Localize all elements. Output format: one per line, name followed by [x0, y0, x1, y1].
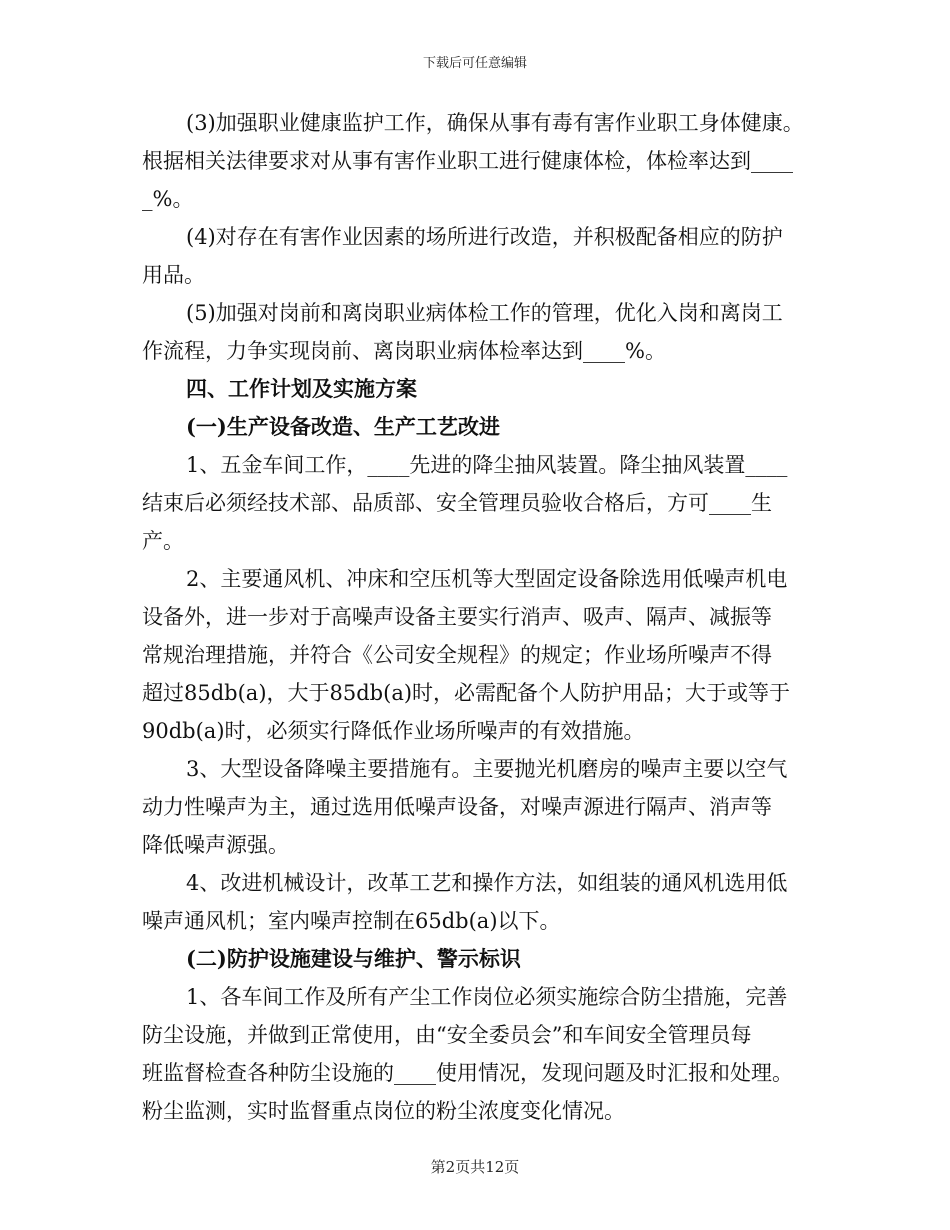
item-2-line-3: 常规治理措施，并符合《公司安全规程》的规定；作业场所噪声不得 — [142, 643, 772, 667]
paragraph-3-line-1: (3)加强职业健康监护工作，确保从事有毒有害作业职工身体健康。 — [186, 111, 804, 135]
item-1-line-3: 产。 — [142, 529, 184, 553]
item-5-line-2: 防尘设施，并做到正常使用，由“安全委员会”和车间安全管理员每 — [142, 1023, 752, 1047]
item-2-line-4: 超过85db(a)，大于85db(a)时，必需配备个人防护用品；大于或等于 — [142, 681, 791, 705]
item-5-line-4: 粉尘监测，实时监督重点岗位的粉尘浓度变化情况。 — [142, 1099, 625, 1123]
item-1-line-2: 结束后必须经技术部、品质部、安全管理员验收合格后，方可____生 — [142, 491, 772, 515]
item-3-line-1: 3、大型设备降噪主要措施有。主要抛光机磨房的噪声主要以空气 — [186, 757, 788, 781]
page-header: 下载后可任意编辑 — [422, 56, 527, 71]
paragraph-4-line-1: (4)对存在有害作业因素的场所进行改造，并积极配备相应的防护 — [186, 225, 783, 249]
paragraph-4-line-2: 用品。 — [142, 263, 205, 287]
paragraph-5-line-1: (5)加强对岗前和离岗职业病体检工作的管理，优化入岗和离岗工 — [186, 301, 783, 325]
item-4-line-1: 4、改进机械设计，改革工艺和操作方法，如组装的通风机选用低 — [186, 871, 788, 895]
paragraph-3-line-3: _%。 — [142, 187, 194, 211]
item-4-line-2: 噪声通风机；室内噪声控制在65db(a)以下。 — [142, 909, 561, 933]
document-body — [142, 104, 810, 1130]
item-5-line-3: 班监督检查各种防尘设施的____使用情况，发现问题及时汇报和处理。 — [142, 1061, 793, 1085]
item-1-line-1: 1、五金车间工作，____先进的降尘抽风装置。降尘抽风装置____ — [186, 453, 788, 477]
paragraph-3-line-2: 根据相关法律要求对从事有害作业职工进行健康体检，体检率达到____ — [142, 149, 793, 173]
item-3-line-3: 降低噪声源强。 — [142, 833, 289, 857]
subsection-heading-1: (一)生产设备改造、生产工艺改进 — [186, 414, 500, 439]
paragraph-5-line-2: 作流程，力争实现岗前、离岗职业病体检率达到____%。 — [142, 339, 666, 363]
section-heading-4: 四、工作计划及实施方案 — [186, 376, 417, 401]
subsection-heading-2: (二)防护设施建设与维护、警示标识 — [186, 946, 521, 971]
item-2-line-1: 2、主要通风机、冲床和空压机等大型固定设备除选用低噪声机电 — [186, 567, 788, 591]
item-3-line-2: 动力性噪声为主，通过选用低噪声设备，对噪声源进行隔声、消声等 — [142, 795, 772, 819]
item-2-line-5: 90db(a)时，必须实行降低作业场所噪声的有效措施。 — [142, 719, 645, 743]
item-2-line-2: 设备外，进一步对于高噪声设备主要实行消声、吸声、隔声、减振等 — [142, 605, 772, 629]
item-5-line-1: 1、各车间工作及所有产尘工作岗位必须实施综合防尘措施，完善 — [186, 985, 788, 1009]
page-footer: 第2页共12页 — [430, 1158, 520, 1176]
